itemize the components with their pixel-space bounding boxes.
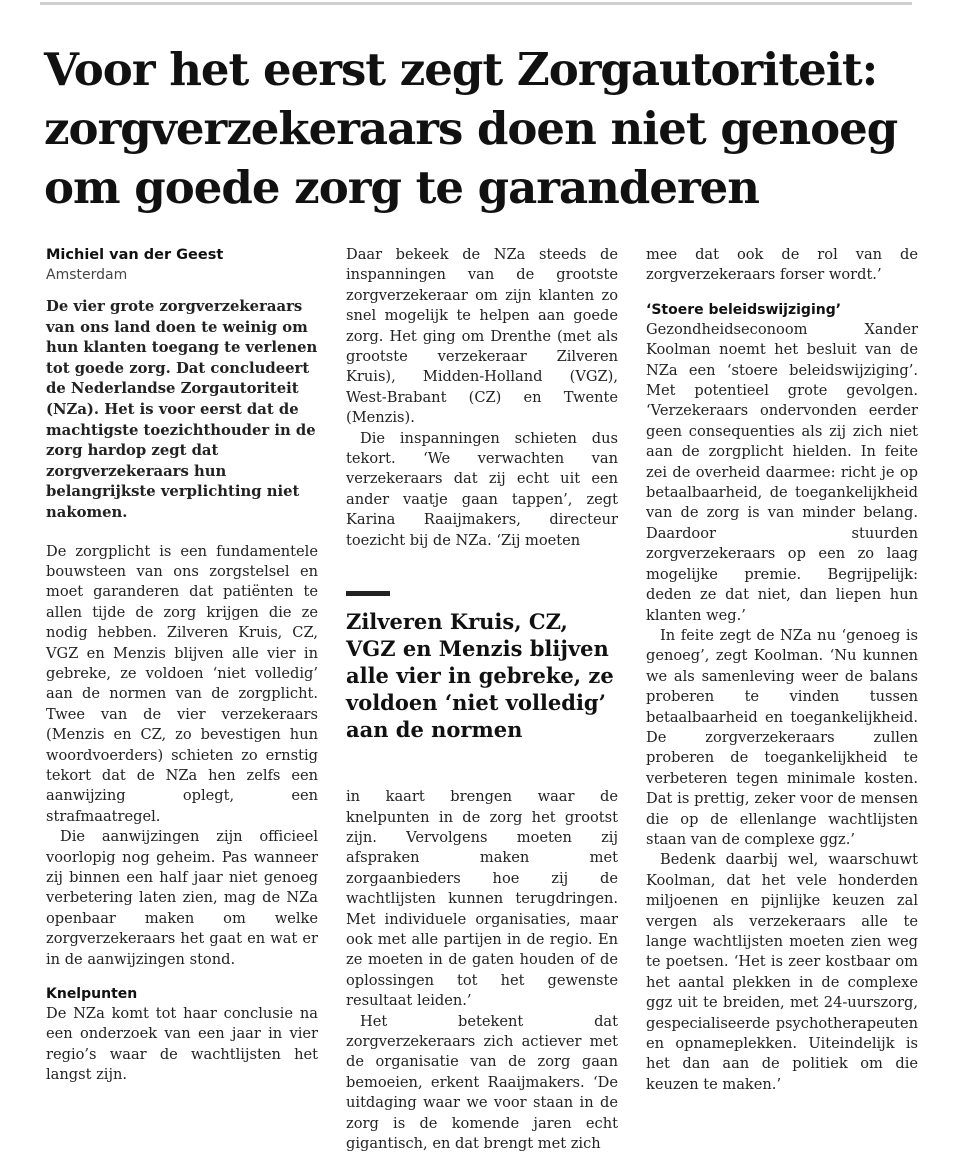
body-paragraph: In feite zegt de NZa nu ‘genoeg is genoeg’, zegt Koolman. ‘Nu kunnen we als samenleving weer de balans proberen te vinden tussen betaalbaarheid en toegankelijkheid. De zorgverzekeraars zullen proberen de toegankelijkheid te verbeteren tegen minimale kosten. Dat is prettig, zeker voor de mensen die op de ellenlange wachtlijsten staan van de complexe ggz.’ <box>646 626 918 848</box>
body-paragraph: in kaart brengen waar de knelpunten in de zorg het grootst zijn. Vervolgens moeten zij afspraken maken met zorgaanbieders hoe zij de wachtlijsten kunnen terugdringen. Met individuele organisaties, maar ook met alle partijen in de regio. En ze moeten in de gaten houden of de oplossingen tot het gewenste resultaat leiden.’ <box>346 788 618 1010</box>
subheading: ‘Stoere beleidswijziging’ <box>646 301 842 318</box>
byline-author: Michiel van der Geest <box>46 247 224 263</box>
pullquote: Zilveren Kruis, CZ, VGZ en Menzis blijven alle vier in gebreke, ze voldoen ‘niet volledig’ aan de normen <box>346 609 614 743</box>
byline-place: Amsterdam <box>46 267 128 283</box>
article-column-3 <box>646 245 918 1095</box>
body-paragraph: Daar bekeek de NZa steeds de inspanningen van de grootste zorgverzekeraar om zijn klanten zo snel mogelijk te helpen aan goede zorg. Het ging om Drenthe (met als grootste verzekeraar Zilveren Kruis), Midden-Holland (VGZ), West-Brabant (CZ) en Twente (Menzis). <box>346 246 618 427</box>
body-paragraph: Gezondheidseconoom Xander Koolman noemt het besluit van de NZa een ‘stoere beleidswijziging’. Met potentieel grote gevolgen. ‘Verzekeraars ondervonden eerder geen consequenties als zij zich niet aan de zorgplicht hielden. In feite zei de overheid daarmee: richt je op betaalbaarheid, de toegankelijkheid van de zorg is van minder belang. Daardoor stuurden zorgverzekeraars op een zo laag mogelijke premie. Begrijpelijk: deden ze dat niet, dan liepen hun klanten weg.’ <box>646 320 918 624</box>
article-column-2 <box>346 245 618 1154</box>
pullquote-rule <box>346 591 390 596</box>
headline: Voor het eerst zegt Zorgautoriteit: zorgverzekeraars doen niet genoeg om goede zorg te garanderen <box>44 43 898 214</box>
subheading: Knelpunten <box>46 986 138 1003</box>
body-paragraph: Het betekent dat zorgverzekeraars zich actiever met de organisatie van de zorg gaan bemoeien, erkent Raaijmakers. ‘De uitdaging waar we voor staan in de zorg is de komende jaren echt gigantisch, en dat brengt met zich <box>346 1012 618 1152</box>
top-divider <box>40 2 912 5</box>
article-column-1 <box>46 245 318 1086</box>
body-paragraph: Die inspanningen schieten dus tekort. ‘We verwachten van verzekeraars dat zij echt uit een ander vaatje gaan tappen’, zegt Karina Raaijmakers, directeur toezicht bij de NZa. ‘Zij moeten <box>346 429 618 549</box>
lead-paragraph: De vier grote zorgverzekeraars van ons land doen te weinig om hun klanten toegang te verlenen tot goede zorg. Dat concludeert de Nederlandse Zorgautoriteit (NZa). Het is voor eerst dat de machtigste toezichthouder in de zorg hardop zegt dat zorgverzekeraars hun belangrijkste verplichting niet nakomen. <box>46 298 318 521</box>
body-paragraph: De NZa komt tot haar conclusie na een onderzoek van een jaar in vier regio’s waar de wachtlijsten het langst zijn. <box>46 1005 318 1084</box>
body-paragraph: Bedenk daarbij wel, waarschuwt Koolman, dat het vele honderden miljoenen en pijnlijke keuzen zal vergen als verzekeraars alle te lange wachtlijsten moeten zien weg te poetsen. ‘Het is zeer kostbaar om het aantal plekken in de complexe ggz uit te breiden, met 24-uurszorg, gespecialiseerde psychotherapeuten en opnameplekken. Uiteindelijk is het dan aan de politiek om die keuzen te maken.’ <box>646 851 918 1093</box>
body-paragraph: De zorgplicht is een fundamentele bouwsteen van ons zorgstelsel en moet garanderen dat patiënten te allen tijde de zorg krijgen die ze nodig hebben. Zilveren Kruis, CZ, VGZ en Menzis blijven alle vier in gebreke, ze voldoen ‘niet volledig’ aan de normen van de zorgplicht. Twee van de vier verzekeraars (Menzis en CZ, zo bevestigen hun woordvoerders) schieten zo ernstig tekort dat de NZa hen zelfs een aanwijzing oplegt, een strafmaatregel. <box>46 542 318 825</box>
body-paragraph: mee dat ook de rol van de zorgverzekeraars forser wordt.’ <box>646 246 918 284</box>
body-paragraph: Die aanwijzingen zijn officieel voorlopig nog geheim. Pas wanneer zij binnen een half jaar niet genoeg verbetering laten zien, mag de NZa openbaar maken om welke zorgverzekeraars het gaat en wat er in de aanwijzingen stond. <box>46 828 318 968</box>
